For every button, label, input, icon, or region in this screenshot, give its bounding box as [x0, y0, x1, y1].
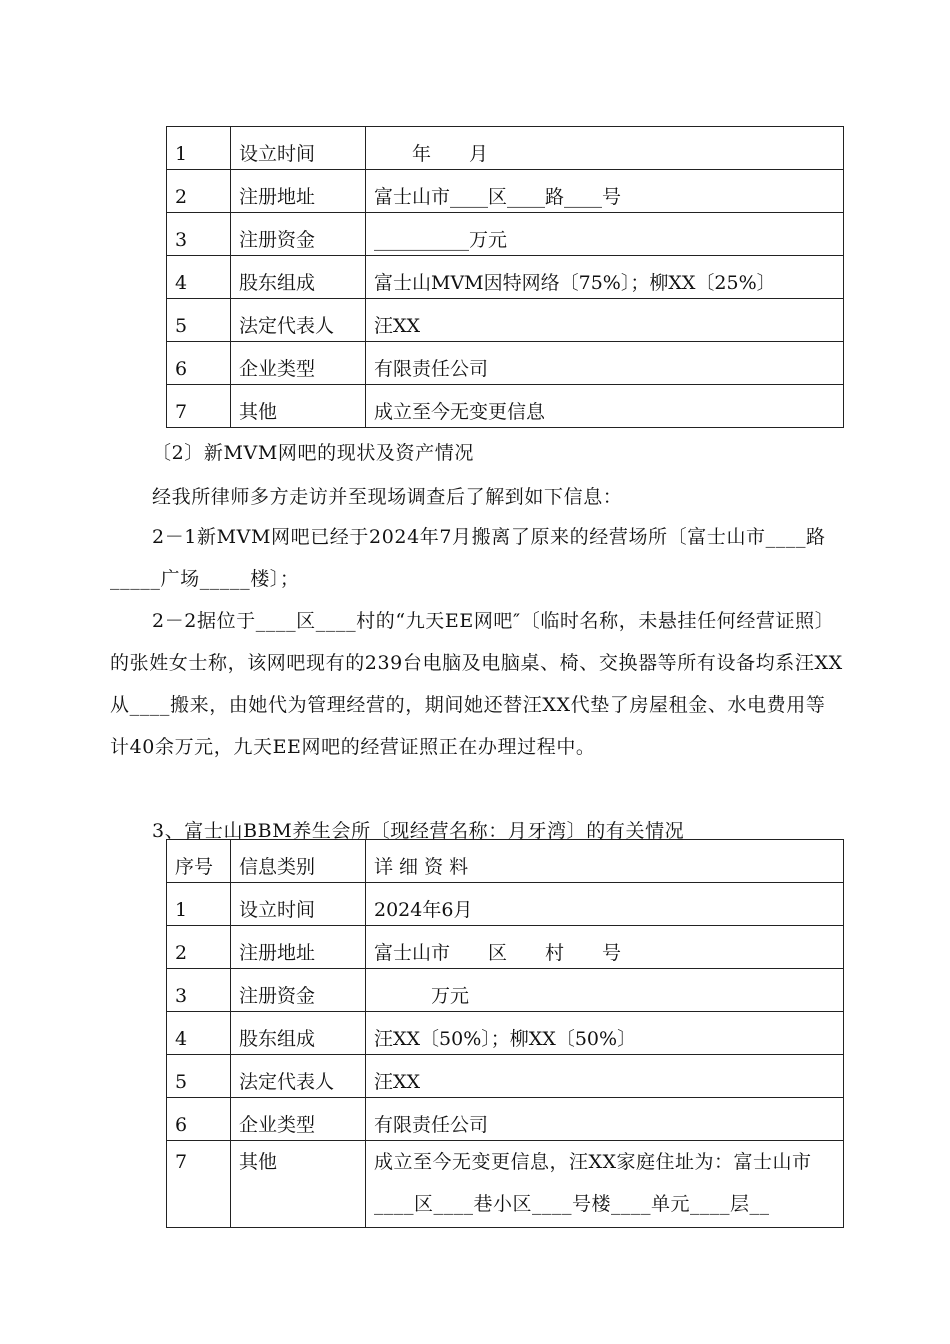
paragraph-2-1: 2－1新MVM网吧已经于2024年7月搬离了原来的经营场所〔富士山市____路_____广场_____楼〕；	[110, 526, 826, 590]
table-row	[167, 213, 844, 256]
table-row	[167, 1055, 844, 1098]
info-detail: 富士山市 区 村 号	[366, 926, 844, 969]
company-info-table-2	[166, 839, 844, 1228]
header-detail: 详 细 资 料	[366, 840, 844, 883]
row-number: 7	[167, 1141, 231, 1228]
info-detail: 成立至今无变更信息，汪XX家庭住址为：富士山市____区____巷小区____号楼____单元____层__	[366, 1141, 844, 1228]
paragraph-intro: 经我所律师多方走访并至现场调查后了解到如下信息：	[152, 486, 623, 508]
info-detail: 万元	[366, 969, 844, 1012]
table-row	[167, 1141, 844, 1228]
row-number: 3	[167, 213, 231, 256]
table-row	[167, 926, 844, 969]
info-detail: 汪XX	[366, 299, 844, 342]
info-detail: 汪XX〔50%〕；柳XX〔50%〕	[366, 1012, 844, 1055]
info-detail: 年 月	[366, 127, 844, 170]
row-number: 4	[167, 256, 231, 299]
table-row	[167, 1098, 844, 1141]
info-category: 注册资金	[231, 969, 366, 1012]
info-detail: 有限责任公司	[366, 342, 844, 385]
table-row	[167, 342, 844, 385]
info-category: 注册资金	[231, 213, 366, 256]
row-number: 2	[167, 170, 231, 213]
row-number: 4	[167, 1012, 231, 1055]
row-number: 5	[167, 1055, 231, 1098]
table-row	[167, 127, 844, 170]
info-category: 股东组成	[231, 256, 366, 299]
header-category: 信息类别	[231, 840, 366, 883]
info-category: 其他	[231, 385, 366, 428]
row-number: 7	[167, 385, 231, 428]
info-detail: 有限责任公司	[366, 1098, 844, 1141]
info-category: 企业类型	[231, 342, 366, 385]
info-category: 法定代表人	[231, 299, 366, 342]
company-info-table-1	[166, 126, 844, 428]
info-category: 其他	[231, 1141, 366, 1228]
info-category: 法定代表人	[231, 1055, 366, 1098]
table-row	[167, 299, 844, 342]
section-heading-bbm-club: 3、富士山BBM养生会所〔现经营名称：月牙湾〕的有关情况	[152, 820, 685, 842]
row-number: 1	[167, 127, 231, 170]
info-detail: __________万元	[366, 213, 844, 256]
info-detail: 2024年6月	[366, 883, 844, 926]
row-number: 2	[167, 926, 231, 969]
info-detail: 汪XX	[366, 1055, 844, 1098]
info-category: 设立时间	[231, 127, 366, 170]
info-category: 注册地址	[231, 926, 366, 969]
paragraph-2-2: 2－2据位于____区____村的“九天EE网吧″〔临时名称，未悬挂任何经营证照〕的张姓女士称，该网吧现有的239台电脑及电脑桌、椅、交换器等所有设备均系汪XX从____搬来，由她代为管理经营的，期间她还替汪XX代垫了房屋租金、水电费用等计40余万元，九天EE网吧的经营证照正在办理过程中。	[110, 610, 843, 758]
row-number: 6	[167, 342, 231, 385]
table-row	[167, 883, 844, 926]
row-number: 6	[167, 1098, 231, 1141]
info-detail: 富士山市____区____路____号	[366, 170, 844, 213]
table-row	[167, 969, 844, 1012]
info-category: 设立时间	[231, 883, 366, 926]
table-row	[167, 170, 844, 213]
row-number: 5	[167, 299, 231, 342]
info-detail: 富士山MVM因特网络〔75%〕；柳XX〔25%〕	[366, 256, 844, 299]
table-row	[167, 385, 844, 428]
table-row	[167, 1012, 844, 1055]
info-category: 注册地址	[231, 170, 366, 213]
table-row	[167, 256, 844, 299]
header-number: 序号	[167, 840, 231, 883]
table-header-row	[167, 840, 844, 883]
section-heading-internet-cafe-status: 〔2〕新MVM网吧的现状及资产情况	[152, 442, 474, 464]
row-number: 3	[167, 969, 231, 1012]
info-category: 企业类型	[231, 1098, 366, 1141]
info-detail: 成立至今无变更信息	[366, 385, 844, 428]
row-number: 1	[167, 883, 231, 926]
info-category: 股东组成	[231, 1012, 366, 1055]
